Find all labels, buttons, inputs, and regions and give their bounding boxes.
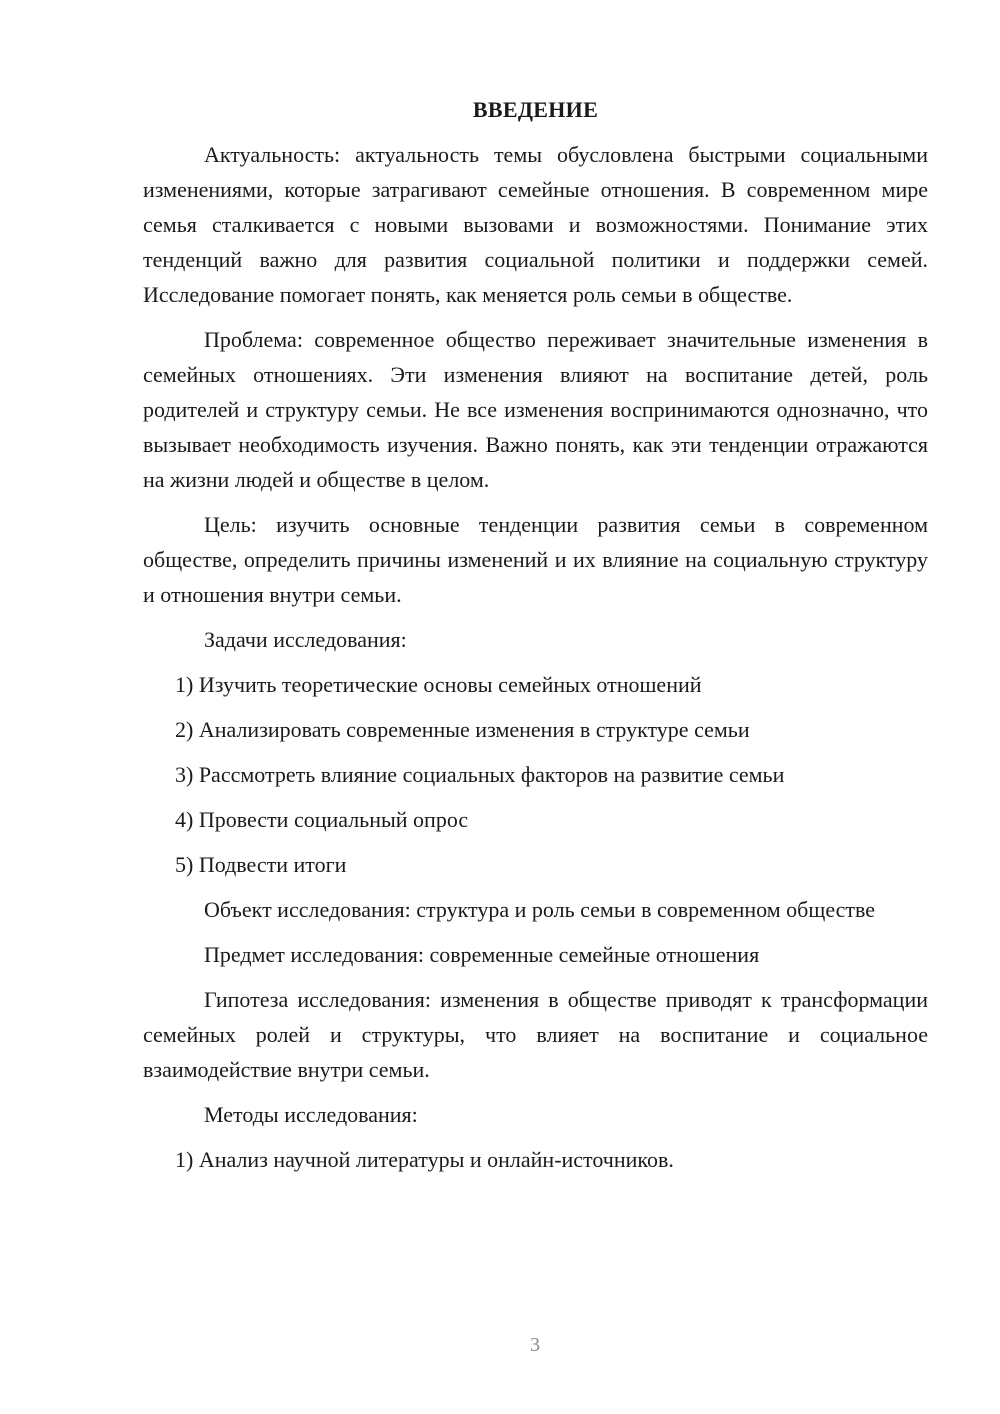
list-item: 1) Изучить теоретические основы семейных отношений	[175, 672, 702, 697]
list-item: 3) Рассмотреть влияние социальных факторов на развитие семьи	[175, 762, 785, 787]
document-page	[143, 92, 928, 1177]
list-item: 1) Анализ научной литературы и онлайн-источников.	[175, 1147, 674, 1172]
subject-paragraph: Предмет исследования: современные семейные отношения	[204, 942, 760, 967]
methods-list	[143, 1142, 928, 1177]
object-paragraph: Объект исследования: структура и роль семьи в современном обществе	[204, 897, 876, 922]
problem-paragraph: Проблема: современное общество переживает значительные изменения в семейных отношениях. Эти изменения влияют на воспитание детей, роль родителей и структуру семьи. Не все изменения воспринимаются однозначно, что вызывает необходимость изучения. Важно понять, как эти тенденции отражаются на жизни людей и обществе в целом.	[143, 327, 928, 492]
section-title: ВВЕДЕНИЕ	[472, 97, 599, 122]
hypothesis-paragraph: Гипотеза исследования: изменения в обществе приводят к трансформации семейных ролей и структуры, что влияет на воспитание и социальное взаимодействие внутри семьи.	[143, 987, 928, 1082]
page-number: 3	[530, 1334, 540, 1356]
relevance-paragraph: Актуальность: актуальность темы обусловлена быстрыми социальными изменениями, которые затрагивают семейные отношения. В современном мире семья сталкивается с новыми вызовами и возможностями. Понимание этих тенденций важно для развития социальной политики и поддержки семей. Исследование помогает понять, как меняется роль семьи в обществе.	[143, 142, 928, 307]
list-item: 5) Подвести итоги	[175, 852, 347, 877]
tasks-heading: Задачи исследования:	[204, 627, 407, 652]
list-item: 2) Анализировать современные изменения в структуре семьи	[175, 717, 750, 742]
list-item: 4) Провести социальный опрос	[175, 807, 469, 832]
tasks-list	[143, 667, 928, 882]
methods-heading: Методы исследования:	[204, 1102, 418, 1127]
goal-paragraph: Цель: изучить основные тенденции развития семьи в современном обществе, определить причины изменений и их влияние на социальную структуру и отношения внутри семьи.	[143, 512, 928, 607]
